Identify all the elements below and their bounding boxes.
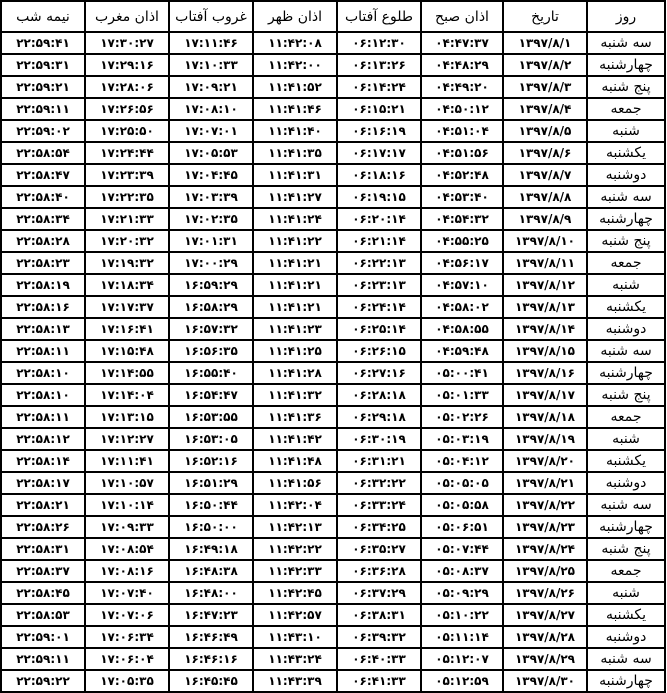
fajr-cell: ۰۴:۵۹:۴۸ [421,340,503,362]
midnight-cell: ۲۲:۵۸:۵۴ [1,142,85,164]
fajr-cell: ۰۵:۱۲:۰۷ [421,648,503,670]
table-row [1,472,665,494]
maghrib-cell: ۱۷:۲۲:۳۵ [85,186,169,208]
sunset-cell: ۱۷:۰۳:۳۹ [169,186,253,208]
date-cell: ۱۳۹۷/۸/۲۲ [503,494,587,516]
midnight-cell: ۲۲:۵۸:۴۵ [1,582,85,604]
table-row [1,340,665,362]
fajr-cell: ۰۴:۴۸:۲۹ [421,54,503,76]
maghrib-cell: ۱۷:۱۹:۳۲ [85,252,169,274]
day-cell: پنج شنبه [587,538,665,560]
dhuhr-cell: ۱۱:۴۱:۲۸ [253,362,337,384]
sunrise-cell: ۰۶:۲۵:۱۴ [337,318,421,340]
table-row [1,274,665,296]
sunset-cell: ۱۶:۴۶:۱۶ [169,648,253,670]
dhuhr-cell: ۱۱:۴۱:۲۱ [253,274,337,296]
sunset-cell: ۱۶:۴۶:۴۹ [169,626,253,648]
maghrib-cell: ۱۷:۱۱:۴۱ [85,450,169,472]
sunset-cell: ۱۶:۵۲:۱۶ [169,450,253,472]
sunrise-cell: ۰۶:۳۲:۲۲ [337,472,421,494]
date-cell: ۱۳۹۷/۸/۴ [503,98,587,120]
header-dhuhr: اذان ظهر [253,1,337,32]
sunset-cell: ۱۶:۴۸:۰۰ [169,582,253,604]
fajr-cell: ۰۵:۰۷:۴۴ [421,538,503,560]
header-row [1,1,665,32]
dhuhr-cell: ۱۱:۴۱:۴۲ [253,428,337,450]
day-cell: دوشنبه [587,472,665,494]
midnight-cell: ۲۲:۵۸:۱۹ [1,274,85,296]
fajr-cell: ۰۵:۰۱:۳۳ [421,384,503,406]
date-cell: ۱۳۹۷/۸/۱۲ [503,274,587,296]
sunset-cell: ۱۷:۰۴:۴۵ [169,164,253,186]
date-cell: ۱۳۹۷/۸/۲۴ [503,538,587,560]
day-cell: پنج شنبه [587,76,665,98]
date-cell: ۱۳۹۷/۸/۲۳ [503,516,587,538]
midnight-cell: ۲۲:۵۹:۰۲ [1,120,85,142]
date-cell: ۱۳۹۷/۸/۲۱ [503,472,587,494]
maghrib-cell: ۱۷:۰۷:۰۶ [85,604,169,626]
table-row [1,186,665,208]
header-midnight: نیمه شب [1,1,85,32]
sunset-cell: ۱۶:۵۸:۲۹ [169,296,253,318]
maghrib-cell: ۱۷:۰۹:۳۳ [85,516,169,538]
maghrib-cell: ۱۷:۱۲:۲۷ [85,428,169,450]
midnight-cell: ۲۲:۵۸:۳۴ [1,208,85,230]
midnight-cell: ۲۲:۵۸:۳۱ [1,538,85,560]
table-row [1,54,665,76]
maghrib-cell: ۱۷:۱۵:۴۸ [85,340,169,362]
sunset-cell: ۱۷:۰۲:۳۵ [169,208,253,230]
maghrib-cell: ۱۷:۱۶:۴۱ [85,318,169,340]
sunset-cell: ۱۶:۵۶:۳۵ [169,340,253,362]
table-row [1,626,665,648]
table-row [1,406,665,428]
header-day: روز [587,1,665,32]
day-cell: دوشنبه [587,318,665,340]
midnight-cell: ۲۲:۵۹:۳۱ [1,54,85,76]
dhuhr-cell: ۱۱:۴۳:۲۴ [253,648,337,670]
dhuhr-cell: ۱۱:۴۱:۴۰ [253,120,337,142]
sunset-cell: ۱۷:۰۰:۲۹ [169,252,253,274]
dhuhr-cell: ۱۱:۴۱:۲۱ [253,252,337,274]
sunrise-cell: ۰۶:۴۰:۳۳ [337,648,421,670]
dhuhr-cell: ۱۱:۴۱:۲۵ [253,340,337,362]
dhuhr-cell: ۱۱:۴۲:۰۴ [253,494,337,516]
dhuhr-cell: ۱۱:۴۱:۳۶ [253,406,337,428]
day-cell: سه شنبه [587,648,665,670]
sunset-cell: ۱۶:۵۴:۴۷ [169,384,253,406]
maghrib-cell: ۱۷:۰۶:۳۴ [85,626,169,648]
date-cell: ۱۳۹۷/۸/۶ [503,142,587,164]
midnight-cell: ۲۲:۵۸:۱۱ [1,340,85,362]
day-cell: سه شنبه [587,186,665,208]
dhuhr-cell: ۱۱:۴۱:۲۳ [253,318,337,340]
table-row [1,252,665,274]
maghrib-cell: ۱۷:۲۸:۰۶ [85,76,169,98]
sunset-cell: ۱۶:۵۱:۲۹ [169,472,253,494]
sunrise-cell: ۰۶:۲۱:۱۴ [337,230,421,252]
fajr-cell: ۰۵:۰۵:۰۵ [421,472,503,494]
midnight-cell: ۲۲:۵۹:۱۱ [1,98,85,120]
midnight-cell: ۲۲:۵۸:۱۷ [1,472,85,494]
date-cell: ۱۳۹۷/۸/۱۹ [503,428,587,450]
midnight-cell: ۲۲:۵۸:۵۳ [1,604,85,626]
day-cell: شنبه [587,582,665,604]
fajr-cell: ۰۵:۰۳:۱۹ [421,428,503,450]
maghrib-cell: ۱۷:۲۴:۴۴ [85,142,169,164]
maghrib-cell: ۱۷:۱۰:۵۷ [85,472,169,494]
maghrib-cell: ۱۷:۰۵:۳۵ [85,670,169,692]
sunrise-cell: ۰۶:۱۴:۲۴ [337,76,421,98]
date-cell: ۱۳۹۷/۸/۱۱ [503,252,587,274]
dhuhr-cell: ۱۱:۴۱:۲۱ [253,296,337,318]
day-cell: شنبه [587,428,665,450]
fajr-cell: ۰۵:۱۲:۵۹ [421,670,503,692]
table-row [1,164,665,186]
fajr-cell: ۰۴:۵۱:۵۶ [421,142,503,164]
maghrib-cell: ۱۷:۲۱:۳۳ [85,208,169,230]
fajr-cell: ۰۴:۵۵:۲۵ [421,230,503,252]
sunrise-cell: ۰۶:۲۹:۱۸ [337,406,421,428]
day-cell: یکشنبه [587,450,665,472]
dhuhr-cell: ۱۱:۴۲:۳۳ [253,560,337,582]
table-row [1,362,665,384]
date-cell: ۱۳۹۷/۸/۲۵ [503,560,587,582]
date-cell: ۱۳۹۷/۸/۱۶ [503,362,587,384]
day-cell: چهارشنبه [587,54,665,76]
header-sunrise: طلوع آفتاب [337,1,421,32]
day-cell: دوشنبه [587,164,665,186]
day-cell: چهارشنبه [587,670,665,692]
sunrise-cell: ۰۶:۲۳:۱۳ [337,274,421,296]
sunrise-cell: ۰۶:۲۶:۱۵ [337,340,421,362]
day-cell: یکشنبه [587,142,665,164]
fajr-cell: ۰۵:۱۰:۲۲ [421,604,503,626]
table-row [1,516,665,538]
dhuhr-cell: ۱۱:۴۱:۵۶ [253,472,337,494]
fajr-cell: ۰۴:۵۸:۰۲ [421,296,503,318]
dhuhr-cell: ۱۱:۴۱:۲۴ [253,208,337,230]
sunset-cell: ۱۶:۵۳:۵۵ [169,406,253,428]
date-cell: ۱۳۹۷/۸/۹ [503,208,587,230]
date-cell: ۱۳۹۷/۸/۳۰ [503,670,587,692]
table-row [1,670,665,692]
date-cell: ۱۳۹۷/۸/۳ [503,76,587,98]
table-row [1,208,665,230]
maghrib-cell: ۱۷:۱۴:۰۴ [85,384,169,406]
table-row [1,142,665,164]
midnight-cell: ۲۲:۵۹:۲۱ [1,76,85,98]
maghrib-cell: ۱۷:۱۰:۱۴ [85,494,169,516]
fajr-cell: ۰۵:۰۹:۲۹ [421,582,503,604]
midnight-cell: ۲۲:۵۸:۱۰ [1,384,85,406]
table-row [1,450,665,472]
midnight-cell: ۲۲:۵۸:۴۷ [1,164,85,186]
sunrise-cell: ۰۶:۱۲:۳۰ [337,32,421,54]
table-row [1,98,665,120]
sunrise-cell: ۰۶:۴۱:۳۳ [337,670,421,692]
maghrib-cell: ۱۷:۰۸:۱۶ [85,560,169,582]
dhuhr-cell: ۱۱:۴۱:۳۲ [253,384,337,406]
date-cell: ۱۳۹۷/۸/۲۸ [503,626,587,648]
day-cell: جمعه [587,98,665,120]
table-row [1,538,665,560]
fajr-cell: ۰۴:۴۷:۳۷ [421,32,503,54]
dhuhr-cell: ۱۱:۴۳:۱۰ [253,626,337,648]
table-row [1,428,665,450]
midnight-cell: ۲۲:۵۸:۱۲ [1,428,85,450]
sunrise-cell: ۰۶:۱۷:۱۷ [337,142,421,164]
date-cell: ۱۳۹۷/۸/۲۶ [503,582,587,604]
table-row [1,494,665,516]
midnight-cell: ۲۲:۵۸:۱۴ [1,450,85,472]
sunrise-cell: ۰۶:۳۷:۲۹ [337,582,421,604]
day-cell: پنج شنبه [587,230,665,252]
table-row [1,230,665,252]
date-cell: ۱۳۹۷/۸/۱۸ [503,406,587,428]
fajr-cell: ۰۵:۰۸:۳۷ [421,560,503,582]
table-row [1,32,665,54]
sunset-cell: ۱۶:۵۰:۴۴ [169,494,253,516]
date-cell: ۱۳۹۷/۸/۷ [503,164,587,186]
table-row [1,296,665,318]
day-cell: شنبه [587,274,665,296]
sunset-cell: ۱۷:۰۹:۲۱ [169,76,253,98]
sunset-cell: ۱۷:۱۱:۴۶ [169,32,253,54]
table-row [1,560,665,582]
sunrise-cell: ۰۶:۲۷:۱۶ [337,362,421,384]
sunset-cell: ۱۶:۵۵:۴۰ [169,362,253,384]
date-cell: ۱۳۹۷/۸/۵ [503,120,587,142]
sunset-cell: ۱۷:۰۵:۵۳ [169,142,253,164]
midnight-cell: ۲۲:۵۸:۱۳ [1,318,85,340]
maghrib-cell: ۱۷:۰۷:۴۰ [85,582,169,604]
sunrise-cell: ۰۶:۳۸:۳۱ [337,604,421,626]
dhuhr-cell: ۱۱:۴۱:۳۵ [253,142,337,164]
dhuhr-cell: ۱۱:۴۲:۲۲ [253,538,337,560]
sunrise-cell: ۰۶:۳۹:۳۲ [337,626,421,648]
maghrib-cell: ۱۷:۲۵:۵۰ [85,120,169,142]
fajr-cell: ۰۵:۰۴:۱۲ [421,450,503,472]
midnight-cell: ۲۲:۵۹:۴۱ [1,32,85,54]
fajr-cell: ۰۴:۵۳:۴۰ [421,186,503,208]
maghrib-cell: ۱۷:۰۸:۵۴ [85,538,169,560]
header-sunset: غروب آفتاب [169,1,253,32]
sunset-cell: ۱۶:۴۸:۳۸ [169,560,253,582]
sunset-cell: ۱۷:۱۰:۳۳ [169,54,253,76]
dhuhr-cell: ۱۱:۴۱:۲۷ [253,186,337,208]
sunset-cell: ۱۶:۵۳:۰۵ [169,428,253,450]
maghrib-cell: ۱۷:۱۸:۳۴ [85,274,169,296]
fajr-cell: ۰۵:۰۰:۴۱ [421,362,503,384]
fajr-cell: ۰۴:۵۴:۳۲ [421,208,503,230]
day-cell: چهارشنبه [587,208,665,230]
midnight-cell: ۲۲:۵۸:۱۰ [1,362,85,384]
date-cell: ۱۳۹۷/۸/۲۷ [503,604,587,626]
table-row [1,384,665,406]
maghrib-cell: ۱۷:۱۴:۵۵ [85,362,169,384]
header-fajr: اذان صبح [421,1,503,32]
sunset-cell: ۱۶:۴۷:۲۳ [169,604,253,626]
dhuhr-cell: ۱۱:۴۲:۰۸ [253,32,337,54]
midnight-cell: ۲۲:۵۸:۴۰ [1,186,85,208]
day-cell: چهارشنبه [587,516,665,538]
fajr-cell: ۰۴:۵۲:۴۸ [421,164,503,186]
sunrise-cell: ۰۶:۳۴:۲۵ [337,516,421,538]
fajr-cell: ۰۵:۱۱:۱۴ [421,626,503,648]
sunrise-cell: ۰۶:۳۶:۲۸ [337,560,421,582]
sunset-cell: ۱۶:۴۹:۱۸ [169,538,253,560]
fajr-cell: ۰۵:۰۲:۲۶ [421,406,503,428]
day-cell: چهارشنبه [587,362,665,384]
dhuhr-cell: ۱۱:۴۱:۳۱ [253,164,337,186]
midnight-cell: ۲۲:۵۸:۲۸ [1,230,85,252]
dhuhr-cell: ۱۱:۴۲:۱۳ [253,516,337,538]
dhuhr-cell: ۱۱:۴۲:۴۵ [253,582,337,604]
dhuhr-cell: ۱۱:۴۱:۲۲ [253,230,337,252]
sunset-cell: ۱۶:۴۵:۴۵ [169,670,253,692]
table-row [1,120,665,142]
date-cell: ۱۳۹۷/۸/۲۹ [503,648,587,670]
sunset-cell: ۱۷:۰۸:۱۰ [169,98,253,120]
sunrise-cell: ۰۶:۲۲:۱۳ [337,252,421,274]
sunrise-cell: ۰۶:۳۳:۲۴ [337,494,421,516]
sunrise-cell: ۰۶:۳۵:۲۷ [337,538,421,560]
maghrib-cell: ۱۷:۲۰:۳۲ [85,230,169,252]
midnight-cell: ۲۲:۵۸:۲۱ [1,494,85,516]
header-maghrib: اذان مغرب [85,1,169,32]
dhuhr-cell: ۱۱:۴۳:۳۹ [253,670,337,692]
day-cell: شنبه [587,120,665,142]
table-row [1,318,665,340]
table-row [1,76,665,98]
sunrise-cell: ۰۶:۲۸:۱۸ [337,384,421,406]
maghrib-cell: ۱۷:۳۰:۲۷ [85,32,169,54]
table-row [1,604,665,626]
day-cell: جمعه [587,252,665,274]
day-cell: دوشنبه [587,626,665,648]
fajr-cell: ۰۵:۰۶:۵۱ [421,516,503,538]
fajr-cell: ۰۴:۵۷:۱۰ [421,274,503,296]
dhuhr-cell: ۱۱:۴۲:۵۷ [253,604,337,626]
day-cell: سه شنبه [587,494,665,516]
dhuhr-cell: ۱۱:۴۱:۴۶ [253,98,337,120]
maghrib-cell: ۱۷:۱۳:۱۵ [85,406,169,428]
sunrise-cell: ۰۶:۱۳:۲۶ [337,54,421,76]
date-cell: ۱۳۹۷/۸/۲ [503,54,587,76]
fajr-cell: ۰۴:۴۹:۲۰ [421,76,503,98]
day-cell: سه شنبه [587,340,665,362]
sunset-cell: ۱۶:۵۰:۰۰ [169,516,253,538]
fajr-cell: ۰۴:۵۰:۱۲ [421,98,503,120]
sunrise-cell: ۰۶:۳۱:۲۱ [337,450,421,472]
date-cell: ۱۳۹۷/۸/۱۵ [503,340,587,362]
sunset-cell: ۱۷:۰۷:۰۱ [169,120,253,142]
sunrise-cell: ۰۶:۲۴:۱۴ [337,296,421,318]
midnight-cell: ۲۲:۵۸:۳۷ [1,560,85,582]
header-date: تاریخ [503,1,587,32]
midnight-cell: ۲۲:۵۸:۲۳ [1,252,85,274]
dhuhr-cell: ۱۱:۴۱:۵۲ [253,76,337,98]
day-cell: یکشنبه [587,296,665,318]
day-cell: جمعه [587,406,665,428]
sunrise-cell: ۰۶:۱۹:۱۵ [337,186,421,208]
fajr-cell: ۰۵:۰۵:۵۸ [421,494,503,516]
midnight-cell: ۲۲:۵۹:۲۲ [1,670,85,692]
sunrise-cell: ۰۶:۳۰:۱۹ [337,428,421,450]
fajr-cell: ۰۴:۵۶:۱۷ [421,252,503,274]
midnight-cell: ۲۲:۵۹:۰۱ [1,626,85,648]
sunrise-cell: ۰۶:۱۸:۱۶ [337,164,421,186]
table-row [1,648,665,670]
maghrib-cell: ۱۷:۲۳:۳۹ [85,164,169,186]
sunset-cell: ۱۷:۰۱:۳۱ [169,230,253,252]
maghrib-cell: ۱۷:۰۶:۰۴ [85,648,169,670]
fajr-cell: ۰۴:۵۸:۵۵ [421,318,503,340]
maghrib-cell: ۱۷:۲۹:۱۶ [85,54,169,76]
sunrise-cell: ۰۶:۲۰:۱۴ [337,208,421,230]
midnight-cell: ۲۲:۵۸:۲۶ [1,516,85,538]
table-row [1,582,665,604]
sunset-cell: ۱۶:۵۹:۲۹ [169,274,253,296]
fajr-cell: ۰۴:۵۱:۰۴ [421,120,503,142]
dhuhr-cell: ۱۱:۴۱:۴۸ [253,450,337,472]
date-cell: ۱۳۹۷/۸/۸ [503,186,587,208]
midnight-cell: ۲۲:۵۸:۱۶ [1,296,85,318]
date-cell: ۱۳۹۷/۸/۱۰ [503,230,587,252]
day-cell: سه شنبه [587,32,665,54]
maghrib-cell: ۱۷:۲۶:۵۶ [85,98,169,120]
maghrib-cell: ۱۷:۱۷:۳۷ [85,296,169,318]
sunset-cell: ۱۶:۵۷:۳۲ [169,318,253,340]
dhuhr-cell: ۱۱:۴۲:۰۰ [253,54,337,76]
day-cell: یکشنبه [587,604,665,626]
midnight-cell: ۲۲:۵۸:۱۱ [1,406,85,428]
day-cell: پنج شنبه [587,384,665,406]
midnight-cell: ۲۲:۵۹:۱۱ [1,648,85,670]
date-cell: ۱۳۹۷/۸/۱ [503,32,587,54]
date-cell: ۱۳۹۷/۸/۱۳ [503,296,587,318]
date-cell: ۱۳۹۷/۸/۲۰ [503,450,587,472]
date-cell: ۱۳۹۷/۸/۱۷ [503,384,587,406]
sunrise-cell: ۰۶:۱۵:۲۱ [337,98,421,120]
date-cell: ۱۳۹۷/۸/۱۴ [503,318,587,340]
day-cell: جمعه [587,560,665,582]
sunrise-cell: ۰۶:۱۶:۱۹ [337,120,421,142]
